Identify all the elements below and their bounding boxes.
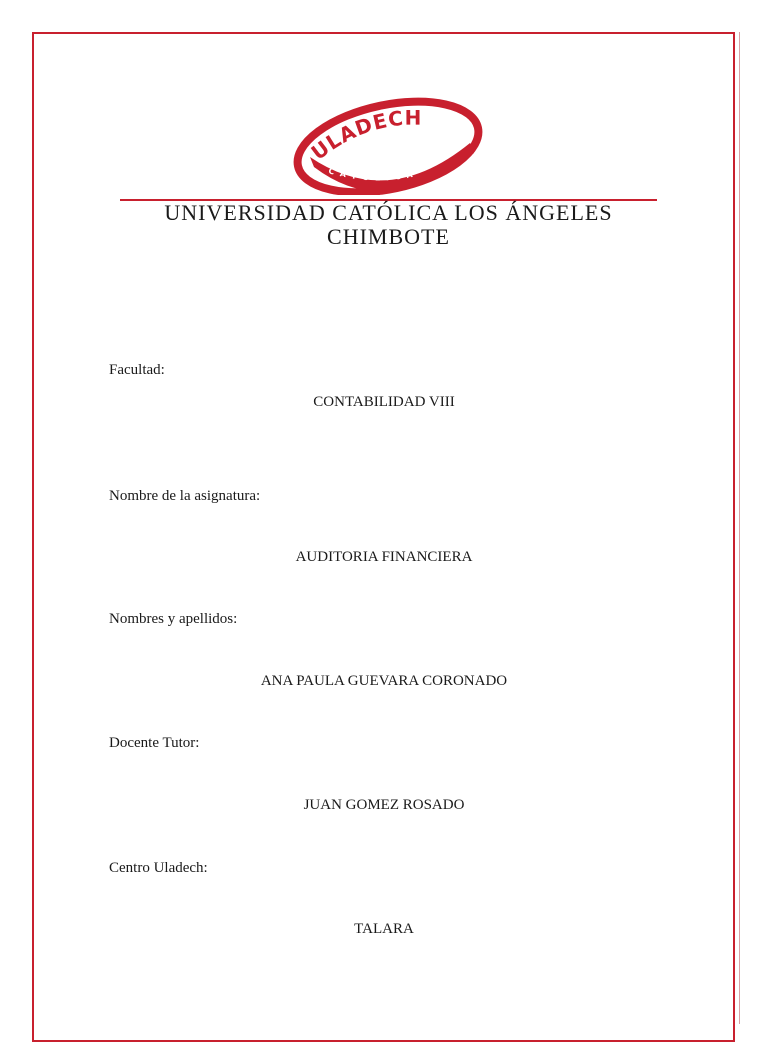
page-border-edge bbox=[739, 32, 740, 1024]
faculty-label: Facultad: bbox=[109, 362, 165, 378]
student-name-value: ANA PAULA GUEVARA CORONADO bbox=[260, 673, 508, 689]
university-name: UNIVERSIDAD CATÓLICA LOS ÁNGELES bbox=[164, 200, 613, 225]
student-name-label: Nombres y apellidos: bbox=[109, 611, 238, 627]
faculty-value: CONTABILIDAD VIII bbox=[313, 394, 455, 410]
university-city: CHIMBOTE bbox=[327, 224, 450, 249]
tutor-label: Docente Tutor: bbox=[109, 735, 200, 751]
svg-text:ULADECH bbox=[307, 106, 423, 165]
center-value: TALARA bbox=[354, 921, 414, 937]
center-label: Centro Uladech: bbox=[109, 860, 208, 876]
logo-title: ULADECH bbox=[306, 105, 423, 165]
logo-subtitle: CATÓLICA bbox=[327, 166, 420, 183]
course-label: Nombre de la asignatura: bbox=[109, 488, 261, 504]
uladech-logo bbox=[288, 95, 488, 195]
tutor-value: JUAN GOMEZ ROSADO bbox=[303, 797, 465, 813]
course-value: AUDITORIA FINANCIERA bbox=[295, 549, 473, 565]
